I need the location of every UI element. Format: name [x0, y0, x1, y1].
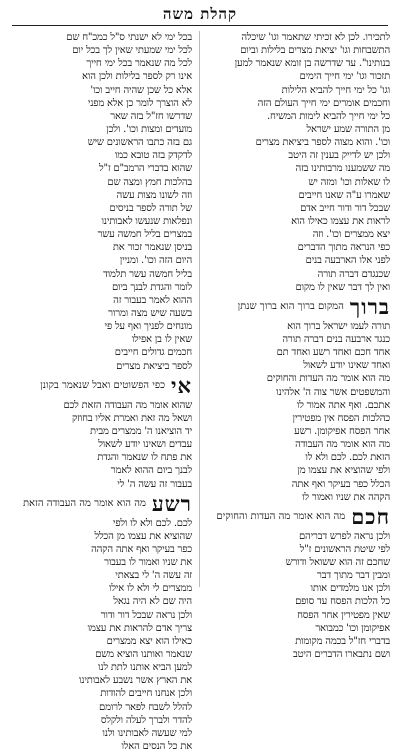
text-line: וחכמים אומרים ימי חייך העולם הזה	[257, 97, 390, 109]
text-line: גם בזה כתבו הראשונים שיש	[87, 137, 192, 149]
text-line: מה ששמענו מרבותינו בזה	[295, 163, 390, 175]
text-line: הקהה את שניו ואמור לו	[302, 491, 390, 503]
text-line: וכו'. והוא מצוה לספר ביציאת מצרים	[255, 137, 390, 149]
right-section1-heading	[210, 294, 390, 320]
text-line: וזה לשונו מצות עשה	[116, 189, 192, 201]
text-line: לבנך ביום ההוא לאמר	[110, 465, 192, 477]
text-line: היום הזה וכו'. ומניין	[119, 255, 192, 267]
text-line: אלא כל שכן שהיה חייב וכו'	[90, 84, 192, 96]
text-line: היה שם לא היה נגאל	[113, 596, 192, 608]
text-line: ממצרים לי ולא לו אילו	[108, 583, 192, 595]
text-line: שחכם זה הוא ששואל ודורש	[285, 557, 390, 569]
heading-rest: המקום ברוך הוא ברוך שנתן	[237, 301, 344, 313]
text-line: מונחים לפניך ואף על פי	[104, 321, 192, 333]
text-line: שאין לו בן אפילו	[131, 334, 192, 346]
heading-rest: כפי הפשוטים ואבל שנאמר בקונן	[40, 380, 165, 392]
heading-word: ברוך	[349, 293, 390, 319]
text-line: מועדים ומצות וכו'. ולכן	[106, 123, 192, 135]
heading-rest: מה הוא אומר מה העבודה הזאת	[22, 498, 146, 510]
text-line: לומר והגדת לבנך ביום	[111, 281, 192, 293]
text-line: תזכור וגו' ימי חייך הימים	[299, 71, 390, 83]
column-divider	[199, 31, 200, 587]
text-line: להדר ולברך לעלה ולקלס	[100, 714, 192, 726]
text-line: ולכן אנו מלמדים אותו	[310, 583, 390, 595]
text-line: יד הוציאנו ה' ממצרים מבית	[90, 425, 192, 437]
text-line: את פתח לו שנאמר והגדת	[97, 452, 192, 464]
text-line: לפי שיטת הראשונים ז"ל	[299, 543, 390, 555]
left-section2-text	[12, 517, 192, 753]
text-line: ומבין דבר מתוך דבר	[317, 570, 390, 582]
text-line: אתכם. ואף אתה אמור לו	[296, 399, 390, 411]
text-line: ההוא לאמר בעבור זה	[113, 294, 192, 306]
text-line: כפר בעיקר ואף אתה הקהה	[91, 543, 192, 555]
text-line: כהלכות הפסח אין מפטירין	[292, 412, 390, 424]
text-line: לו שאלות וכו' ומזה יש	[308, 176, 390, 188]
text-line: בכל ימי לא ישנתי ס"ל כמכ"ח שם	[66, 32, 192, 43]
text-line: את כל הנסים האלו	[121, 741, 192, 753]
text-line: התשבחות וגו' יציאת מצרים בלילות וביום	[240, 45, 390, 57]
text-line: בעבור זה עשה ה' לי	[117, 478, 192, 490]
text-line: שבכל דור ודור חייב אדם	[300, 202, 390, 214]
text-line: בנותינו". עד שדרשה בן זומא שנאמר למען	[234, 58, 390, 70]
text-line: כאילו הוא יצא ממצרים	[106, 635, 192, 647]
text-line: בדברי חז"ל בכמה מקומות	[295, 635, 390, 647]
text-line: שהוא אומר מה העבודה הזאת לכם	[63, 399, 192, 411]
text-line: שדרשו חז"ל בזה שאר	[110, 110, 192, 122]
left-section1-heading	[12, 373, 192, 399]
text-line: הכלל כפר בעיקר ואף אתה	[291, 478, 390, 490]
text-line: שאין מפטירין אחר הפסח	[297, 609, 390, 621]
text-line: שאמרו ע"ה שאנו חייבים	[298, 189, 390, 201]
text-line: ולכן נראה שבכל דור ודור	[100, 609, 192, 621]
text-line: חכמים גדולים חייבים	[114, 347, 192, 359]
text-line: לפני אלו הארבעה בנים	[305, 255, 390, 267]
text-line: לדקדק בזה טובא כמו	[114, 150, 192, 162]
text-line: שכנגדם דברה תורה	[317, 268, 390, 280]
text-line: והמשפטים אשר צוה ה' אלהינו	[276, 386, 390, 398]
text-line: ואחד שאינו יודע לשאול	[303, 360, 390, 372]
text-line: ולפי שהוציא את עצמו מן	[297, 465, 390, 477]
text-line: ולכן אנחנו חייבים להודות	[100, 688, 192, 700]
text-line: הזאת לכם. לכם ולא לו	[305, 452, 390, 464]
text-line: למען הביא אותנו לתת לנו	[98, 662, 192, 674]
left-column	[12, 31, 192, 753]
text-line: למי שעשה לאבותינו ולנו	[102, 727, 192, 739]
text-line: שהוציא את עצמו מן הכלל	[94, 530, 192, 542]
text-line: כנגד ארבעה בנים דברה תורה	[282, 333, 390, 345]
text-line: כל הלכות הפסח עד סופם	[295, 596, 390, 608]
text-line: בליל חמשה עשר תלמוד	[103, 268, 192, 280]
right-section2-text	[210, 530, 390, 661]
text-line: בשעה שיש מצה ומרור	[108, 307, 192, 319]
text-line: ושאל מה זאת ואמרת אליו בחוזק	[72, 412, 192, 424]
text-line: ולכן נראה לפרש דבריהם	[299, 530, 390, 542]
heading-word: חכם	[351, 503, 390, 529]
text-line: יצא ממצרים וכו'. וזה	[312, 229, 390, 241]
text-line: לכם. לכם ולא לו ולפי	[112, 517, 192, 529]
text-line: שנאמר ואותנו הוציא משם	[95, 649, 192, 661]
text-line: כל ימי חייך להביא לימות המשיח.	[267, 110, 390, 122]
text-line: ונפלאות שנעשו לאבותינו	[101, 215, 192, 227]
text-line: לתכירו. לכן לא זכיתי שתאמר וגו' שיכלה	[241, 32, 390, 43]
text-line: ושם נתבארו הדברים היטב	[292, 649, 390, 661]
text-line: את הארץ אשר נשבע לאבותינו	[78, 675, 192, 687]
text-line: את שניו ואמור לו בעבור	[104, 557, 192, 569]
text-line: זה עשה ה' לי בצאתי	[115, 570, 192, 582]
text-line: שהוא בדברי הרמב"ם ז"ל	[98, 163, 192, 175]
text-line: להלל לשבח לפאר לרומם	[99, 701, 192, 713]
left-section2-heading	[12, 491, 192, 517]
right-section2-heading	[210, 504, 390, 530]
text-line: אינו רק לספר בלילות ולכן הוא	[82, 71, 192, 83]
text-line: לכל ימי שמעתי שאין לך בכל יום	[72, 45, 192, 57]
text-line: בניסן שנאמר זכור את	[112, 242, 192, 254]
right-section1-text	[210, 320, 390, 504]
text-line: לכל מה שנאמר בכל ימי חייך	[86, 58, 192, 70]
text-line: עבדים ושאינו יודע לשאול	[98, 439, 192, 451]
text-line: בהלכות חמץ ומצה שם	[107, 176, 192, 188]
text-line: ואין לך דבר שאין לו מקום	[295, 281, 390, 293]
text-line: מה הוא אומר מה העדות והחוקים	[266, 373, 390, 385]
text-line: לספר ביציאת מצרים	[116, 360, 192, 372]
text-line: מן התורה שמע ישראל	[306, 123, 390, 135]
text-line: במצרים בליל חמשה עשר	[97, 229, 192, 241]
right-column	[210, 31, 390, 661]
text-line: אחד חכם ואחד רשע ואחד תם	[276, 347, 390, 359]
text-line: של תורה לספר בניסים	[109, 202, 192, 214]
right-top-text	[210, 31, 390, 294]
heading-word: רשע	[151, 490, 192, 516]
heading-rest: מה הוא אומר מה העדות והחוקים	[216, 511, 346, 523]
text-line: ולכן יש לדייק בענין זה היטב	[288, 150, 390, 162]
text-line: לא הוצרך לומר כן אלא מפני	[87, 97, 192, 109]
text-line: לראות את עצמו כאילו הוא	[291, 215, 390, 227]
text-line: אחר הפסח אפיקומן. רשע	[294, 425, 390, 437]
text-line: אפיקומן וכו' כמבואר	[315, 622, 390, 634]
header-rule	[12, 25, 388, 26]
text-line: וגו' כל ימי חייך להביא הלילות	[281, 84, 390, 96]
text-line: תורה לעמו ישראל ברוך הוא	[287, 320, 390, 332]
left-section1-text	[12, 399, 192, 491]
text-line: צריך אדם להראות את עצמו	[87, 622, 192, 634]
heading-word: אי	[171, 372, 192, 398]
text-line: כפי הנראה מתוך הדברים	[297, 242, 390, 254]
left-top-text	[12, 31, 192, 373]
page-title: קהלת משה	[162, 5, 238, 23]
text-line: מה הוא אומר מה העבודה	[295, 439, 390, 451]
